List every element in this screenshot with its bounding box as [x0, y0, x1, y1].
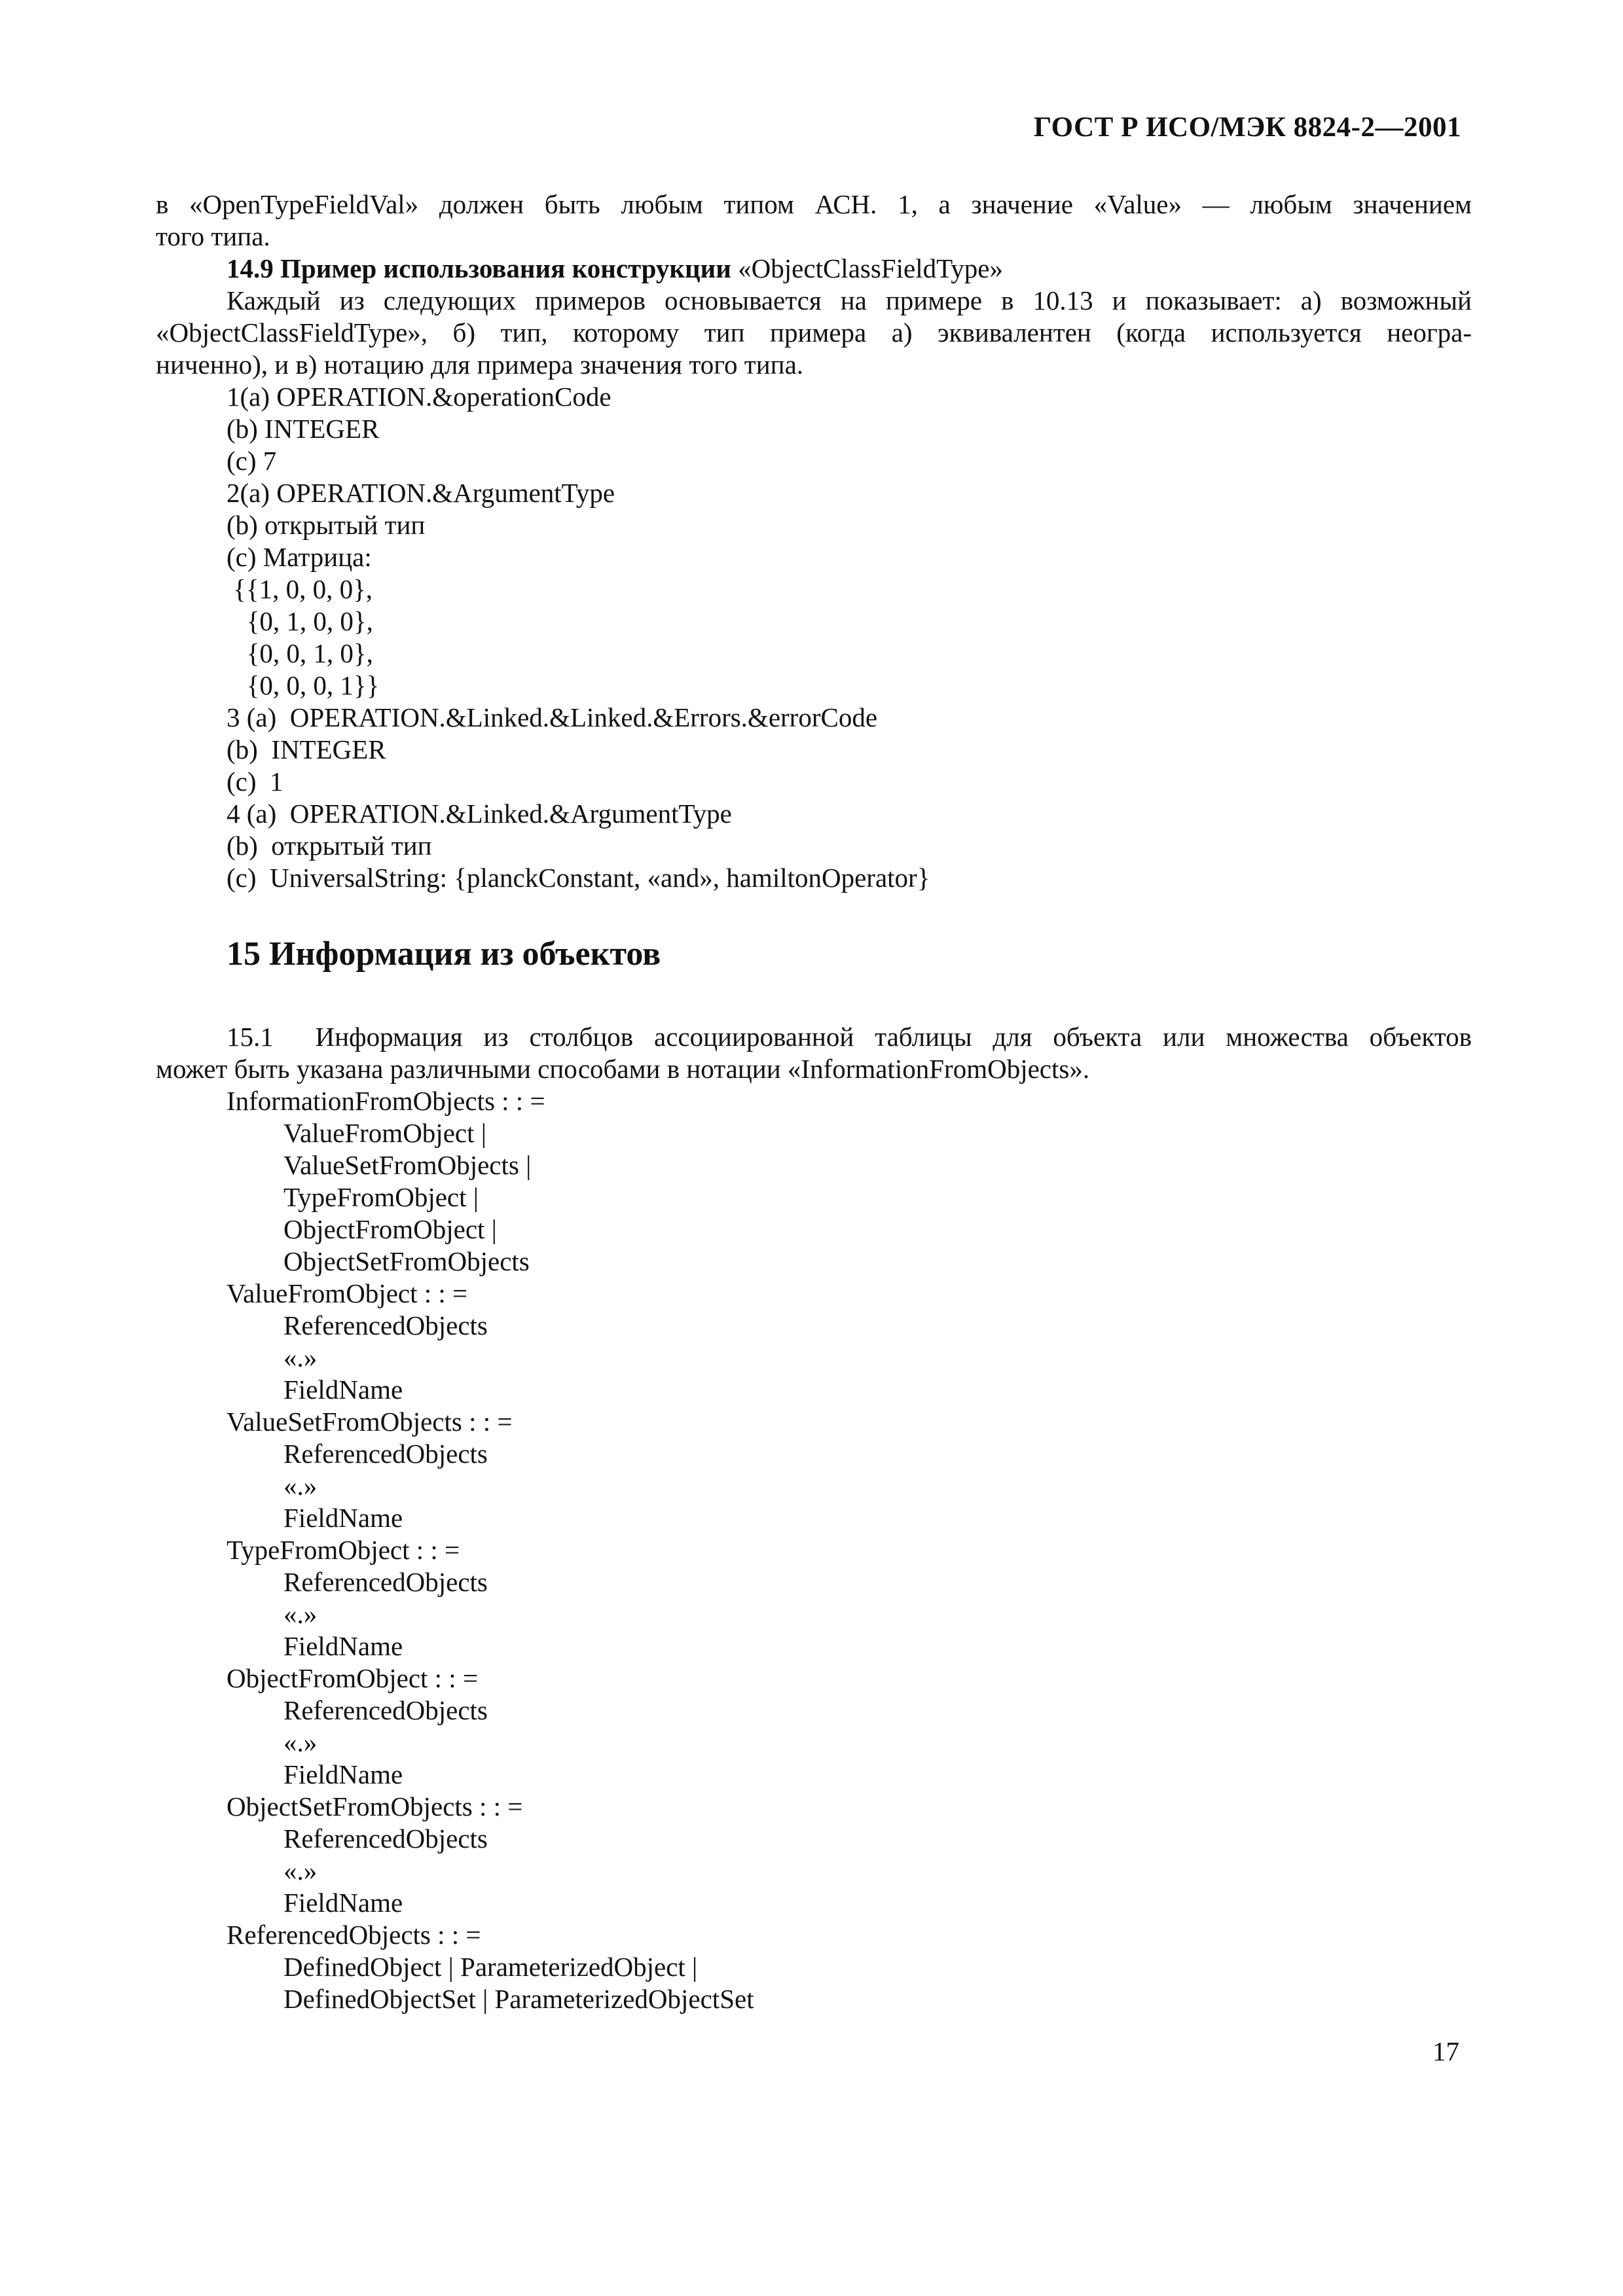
grammar-productions — [156, 1085, 1472, 2015]
example-line: (c) UniversalString: {planckConstant, «and», hamiltonOperator} — [227, 863, 930, 893]
section-title: 15 Информация из объектов — [227, 935, 661, 973]
section-15-content — [156, 1021, 1472, 2015]
grammar-production-head: ValueFromObject : : = — [227, 1278, 468, 1308]
grammar-production-item: «.» — [283, 1342, 318, 1372]
example-line: {{1, 0, 0, 0}, — [227, 574, 373, 604]
grammar-production-item: FieldName — [283, 1503, 403, 1533]
grammar-production-item: ReferencedObjects — [283, 1310, 488, 1340]
example-line: {0, 1, 0, 0}, — [227, 606, 373, 636]
paragraph-line: может быть указана различными способами в нотации «InformationFromObjects». — [156, 1054, 1090, 1084]
grammar-production-item: ObjectFromObject | — [283, 1214, 497, 1244]
grammar-production-item: FieldName — [283, 1374, 403, 1405]
grammar-production-item: «.» — [283, 1599, 318, 1629]
grammar-production-item: ObjectSetFromObjects — [283, 1246, 530, 1276]
example-line: (c) 7 — [227, 446, 277, 476]
example-line: (c) 1 — [227, 766, 283, 797]
example-line: {0, 0, 1, 0}, — [227, 638, 373, 668]
examples-list — [156, 381, 1472, 894]
grammar-production-head: InformationFromObjects : : = — [227, 1086, 545, 1116]
grammar-production-item: FieldName — [283, 1759, 403, 1789]
example-line: 3 (a) OPERATION.&Linked.&Linked.&Errors.&errorCode — [227, 702, 878, 732]
paragraph-line: Каждый из следующих примеров основывается на примере в 10.13 и показывает: а) возможный — [227, 285, 1472, 315]
example-line: (b) открытый тип — [227, 831, 432, 861]
example-line: (b) открытый тип — [227, 510, 426, 540]
grammar-production-item: ValueFromObject | — [283, 1118, 486, 1148]
page-number: 17 — [1432, 2036, 1459, 2066]
subsection-title-term: «ObjectClassFieldType» — [731, 253, 1003, 283]
subsection-number: 14.9 — [227, 253, 274, 283]
grammar-production-item: DefinedObject | ParameterizedObject | — [283, 1952, 698, 1982]
example-line: 4 (a) OPERATION.&Linked.&ArgumentType — [227, 798, 732, 829]
subsection-title: Пример использования конструкции — [280, 253, 731, 283]
grammar-production-head: ValueSetFromObjects : : = — [227, 1407, 513, 1437]
grammar-production-head: ObjectSetFromObjects : : = — [227, 1791, 523, 1821]
grammar-production-item: ValueSetFromObjects | — [283, 1150, 532, 1180]
grammar-production-item: «.» — [283, 1856, 318, 1886]
example-line: (b) INTEGER — [227, 734, 386, 764]
grammar-production-item: «.» — [283, 1471, 318, 1501]
grammar-production-item: FieldName — [283, 1888, 403, 1918]
grammar-production-head: TypeFromObject : : = — [227, 1535, 460, 1565]
grammar-production-item: ReferencedObjects — [283, 1439, 488, 1469]
grammar-production-item: FieldName — [283, 1631, 403, 1661]
grammar-production-item: «.» — [283, 1727, 318, 1757]
grammar-production-item: ReferencedObjects — [283, 1567, 488, 1597]
paragraph-line: того типа. — [156, 221, 270, 251]
paragraph-line: 15.1 Информация из столбцов ассоциированной таблицы для объекта или множества объектов — [227, 1022, 1472, 1052]
example-line: 2(a) OPERATION.&ArgumentType — [227, 478, 615, 508]
example-line: (c) Матрица: — [227, 542, 372, 572]
example-line: (b) INTEGER — [227, 414, 380, 444]
paragraph-line: ниченно), и в) нотацию для примера значения того типа. — [156, 350, 804, 380]
subsection-heading — [156, 253, 1472, 285]
grammar-production-item: TypeFromObject | — [283, 1182, 479, 1212]
grammar-production-item: ReferencedObjects — [283, 1823, 488, 1854]
grammar-production-item: DefinedObjectSet | ParameterizedObjectSet — [283, 1984, 754, 2014]
paragraph-line: «ObjectClassFieldType», б) тип, которому тип примера а) эквивалентен (когда используется неогра- — [156, 317, 1472, 348]
example-line: {0, 0, 0, 1}} — [227, 670, 380, 700]
example-line: 1(a) OPERATION.&operationCode — [227, 382, 611, 412]
page-header-standard-id: ГОСТ Р ИСО/МЭК 8824-2—2001 — [1033, 112, 1461, 143]
main-content — [156, 188, 1472, 894]
grammar-production-head: ReferencedObjects : : = — [227, 1920, 481, 1950]
grammar-production-item: ReferencedObjects — [283, 1695, 488, 1725]
grammar-production-head: ObjectFromObject : : = — [227, 1663, 479, 1693]
paragraph-line: в «OpenTypeFieldVal» должен быть любым типом АСН. 1, а значение «Value» — любым значением — [156, 189, 1472, 219]
